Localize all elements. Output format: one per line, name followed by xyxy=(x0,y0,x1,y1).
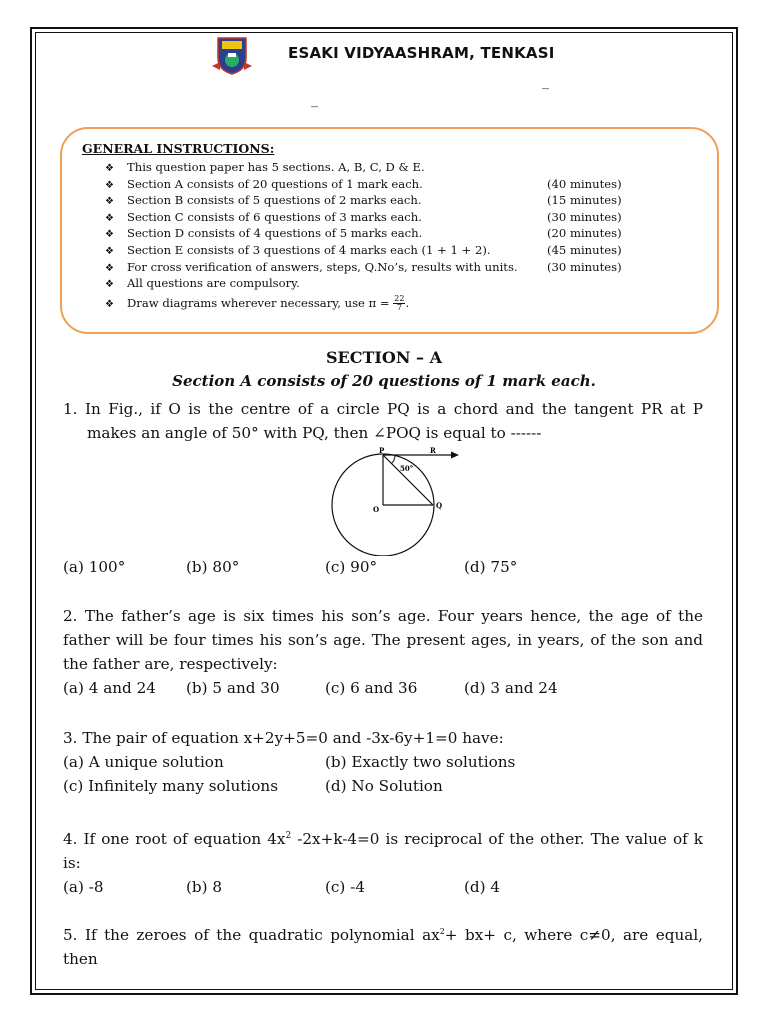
question-text: 5. If the zeroes of the quadratic polynomial $ax^2+ bx+ c$, where c≠0, are equal, then xyxy=(63,926,704,969)
blank-line-right: _ xyxy=(542,74,549,90)
section-title: SECTION – A xyxy=(326,348,442,367)
question-2 xyxy=(63,604,703,700)
question-text: 4. If one root of equation $4x^2$ -2x+k-4=0 is reciprocal of the other. The value of k is: xyxy=(63,830,703,873)
question-text: 1. In Fig., if O is the centre of a circle PQ is a chord and the tangent PR at P makes an angle of 50° with PQ, then ∠POQ is equal to ------ xyxy=(63,400,703,442)
option-c[interactable]: (c) 6 and 36 xyxy=(325,679,418,697)
instructions-title: GENERAL INSTRUCTIONS: xyxy=(82,141,275,156)
option-a[interactable]: (a) -8 xyxy=(63,878,104,897)
option-d[interactable]: (d) No Solution xyxy=(325,777,443,795)
instruction-item: ❖ Section E consists of 3 questions of 4 marks each (1 + 1 + 2). (45 minutes) xyxy=(105,242,635,259)
school-name: ESAKI VIDYAASHRAM, TENKASI xyxy=(288,44,555,62)
question-text: 3. The pair of equation x+2y+5=0 and -3x-6y+1=0 have: xyxy=(63,729,504,747)
question-5 xyxy=(63,920,703,971)
angle-arc xyxy=(392,455,396,464)
diamond-bullet-icon: ❖ xyxy=(105,298,114,310)
circle-tangent-figure xyxy=(325,446,465,556)
diamond-bullet-icon: ❖ xyxy=(105,179,114,191)
diamond-bullet-icon: ❖ xyxy=(105,196,114,208)
option-a[interactable]: (a) 4 and 24 xyxy=(63,679,156,697)
instruction-item: ❖ All questions are compulsory. xyxy=(105,275,635,292)
pi-fraction: $\frac{22}{7}$ xyxy=(394,294,405,313)
arrow-head-icon xyxy=(451,452,459,459)
diamond-bullet-icon: ❖ xyxy=(105,212,114,224)
option-b[interactable]: (b) 8 xyxy=(186,878,223,897)
option-d[interactable]: (d) 75° xyxy=(464,558,518,576)
option-c[interactable]: (c) -4 xyxy=(325,878,365,897)
instructions-list xyxy=(105,159,635,314)
question-3 xyxy=(63,726,703,798)
diamond-bullet-icon: ❖ xyxy=(105,163,114,174)
instruction-item: ❖ Section B consists of 5 questions of 2 marks each. (15 minutes) xyxy=(105,192,635,209)
blank-line-left: _ xyxy=(311,92,318,108)
option-d[interactable]: (d) 4 xyxy=(464,878,501,897)
label-q: Q xyxy=(436,501,443,510)
option-c[interactable]: (c) 90° xyxy=(325,558,378,576)
option-b[interactable]: (b) 5 and 30 xyxy=(186,679,280,697)
option-b[interactable]: (b) 80° xyxy=(186,558,240,576)
school-logo-icon xyxy=(208,36,256,76)
label-o: O xyxy=(373,505,380,514)
option-a[interactable]: (a) A unique solution xyxy=(63,753,224,771)
label-r: R xyxy=(430,446,436,455)
label-angle: 50° xyxy=(400,464,414,473)
option-d[interactable]: (d) 3 and 24 xyxy=(464,679,558,697)
instruction-item: ❖ For cross verification of answers, steps, Q.No’s, results with units. (30 minutes) xyxy=(105,259,635,276)
option-b[interactable]: (b) Exactly two solutions xyxy=(325,753,516,771)
instruction-item: ❖ This question paper has 5 sections. A, B, C, D & E. xyxy=(105,159,635,176)
instruction-item: ❖ Section A consists of 20 questions of 1 mark each. (40 minutes) xyxy=(105,176,635,193)
option-c[interactable]: (c) Infinitely many solutions xyxy=(63,777,278,795)
option-a[interactable]: (a) 100° xyxy=(63,558,126,576)
question-4 xyxy=(63,824,703,899)
chord-pq xyxy=(383,455,433,505)
question-1-options xyxy=(63,555,703,579)
diamond-bullet-icon: ❖ xyxy=(105,229,114,241)
diamond-bullet-icon: ❖ xyxy=(105,262,114,274)
question-1 xyxy=(63,397,703,445)
instruction-item: ❖ Section D consists of 4 questions of 5 marks each. (20 minutes) xyxy=(105,225,635,242)
diamond-bullet-icon: ❖ xyxy=(105,245,114,257)
diamond-bullet-icon: ❖ xyxy=(105,279,114,291)
section-subtitle: Section A consists of 20 questions of 1 mark each. xyxy=(172,372,596,390)
instruction-item: ❖ Section C consists of 6 questions of 3 marks each. (30 minutes) xyxy=(105,209,635,226)
label-p: P xyxy=(379,446,385,455)
question-text: 2. The father’s age is six times his son’s age. Four years hence, the age of the father will be four times his son’s age. The present ages, in years, of the son and the father are, respectively: xyxy=(63,607,703,673)
instruction-item-pi: ❖ Draw diagrams wherever necessary, use π = $\frac{22}{7}$ . xyxy=(105,292,635,314)
